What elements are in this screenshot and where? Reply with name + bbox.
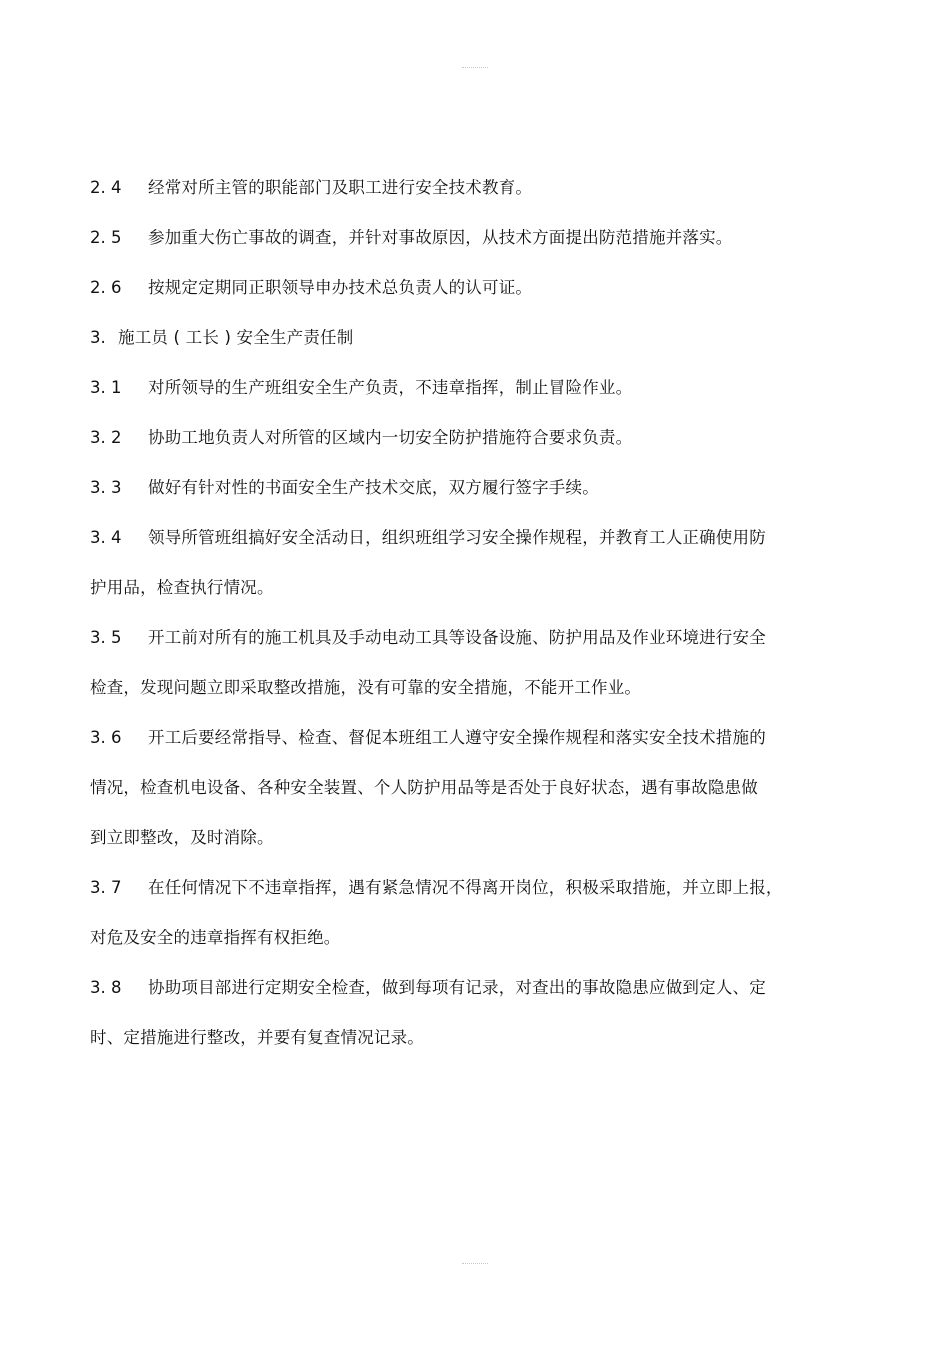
clause-text: 开工后要经常指导、检查、督促本班组工人遵守安全操作规程和落实安全技术措施的 bbox=[148, 728, 766, 747]
clause-number: 3. 7 bbox=[90, 878, 122, 897]
clause-text: 情况，检查机电设备、各种安全装置、个人防护用品等是否处于良好状态，遇有事故隐患做 bbox=[90, 778, 758, 797]
clause-number: 3. 4 bbox=[90, 528, 122, 547]
clause-text: 做好有针对性的书面安全生产技术交底，双方履行签字手续。 bbox=[148, 478, 599, 497]
clause-number: 3. 5 bbox=[90, 628, 122, 647]
clause-number: 3. 6 bbox=[90, 728, 122, 747]
clause-3-8 bbox=[90, 963, 820, 1013]
clause-number: 3. 2 bbox=[90, 428, 122, 447]
clause-3-5-continued bbox=[90, 663, 820, 713]
clause-text: 到立即整改，及时消除。 bbox=[90, 828, 274, 847]
clause-text: 时、定措施进行整改，并要有复查情况记录。 bbox=[90, 1028, 424, 1047]
page-bottom-mark bbox=[462, 1263, 488, 1264]
clause-3-6-continued bbox=[90, 813, 820, 863]
clause-3-2 bbox=[90, 413, 820, 463]
clause-3-1 bbox=[90, 363, 820, 413]
clause-text: 领导所管班组搞好安全活动日，组织班组学习安全操作规程，并教育工人正确使用防 bbox=[148, 528, 766, 547]
clause-3-5 bbox=[90, 613, 820, 663]
clause-text: 检查，发现问题立即采取整改措施，没有可靠的安全措施，不能开工作业。 bbox=[90, 678, 642, 697]
clause-text: 对所领导的生产班组安全生产负责，不违章指挥，制止冒险作业。 bbox=[148, 378, 633, 397]
clause-text: 对危及安全的违章指挥有权拒绝。 bbox=[90, 928, 341, 947]
clause-number: 2. 6 bbox=[90, 278, 122, 297]
clause-3-6 bbox=[90, 713, 820, 763]
section-title: 施工员 ( 工长 ) 安全生产责任制 bbox=[118, 328, 354, 347]
clause-number: 2. 4 bbox=[90, 178, 122, 197]
clause-text: 按规定定期同正职领导申办技术总负责人的认可证。 bbox=[148, 278, 533, 297]
clause-2-4 bbox=[90, 163, 820, 213]
clause-text: 开工前对所有的施工机具及手动电动工具等设备设施、防护用品及作业环境进行安全 bbox=[148, 628, 766, 647]
section-number: 3. bbox=[90, 328, 106, 347]
clause-text: 协助项目部进行定期安全检查，做到每项有记录，对查出的事故隐患应做到定人、定 bbox=[148, 978, 766, 997]
clause-3-3 bbox=[90, 463, 820, 513]
document-body bbox=[90, 163, 820, 1063]
clause-2-6 bbox=[90, 263, 820, 313]
clause-3-4 bbox=[90, 513, 820, 563]
clause-number: 3. 1 bbox=[90, 378, 122, 397]
clause-number: 2. 5 bbox=[90, 228, 122, 247]
clause-3-8-continued bbox=[90, 1013, 820, 1063]
clause-text: 在任何情况下不违章指挥，遇有紧急情况不得离开岗位，积极采取措施，并立即上报， bbox=[148, 878, 783, 897]
clause-2-5 bbox=[90, 213, 820, 263]
clause-3-6-continued bbox=[90, 763, 820, 813]
clause-number: 3. 8 bbox=[90, 978, 122, 997]
clause-3-4-continued bbox=[90, 563, 820, 613]
clause-text: 协助工地负责人对所管的区域内一切安全防护措施符合要求负责。 bbox=[148, 428, 633, 447]
page-top-mark bbox=[462, 67, 488, 68]
clause-text: 经常对所主管的职能部门及职工进行安全技术教育。 bbox=[148, 178, 533, 197]
clause-number: 3. 3 bbox=[90, 478, 122, 497]
clause-text: 参加重大伤亡事故的调查，并针对事故原因，从技术方面提出防范措施并落实。 bbox=[148, 228, 733, 247]
clause-3-7-continued bbox=[90, 913, 820, 963]
clause-text: 护用品，检查执行情况。 bbox=[90, 578, 274, 597]
section-3-heading bbox=[90, 313, 820, 363]
clause-3-7 bbox=[90, 863, 820, 913]
